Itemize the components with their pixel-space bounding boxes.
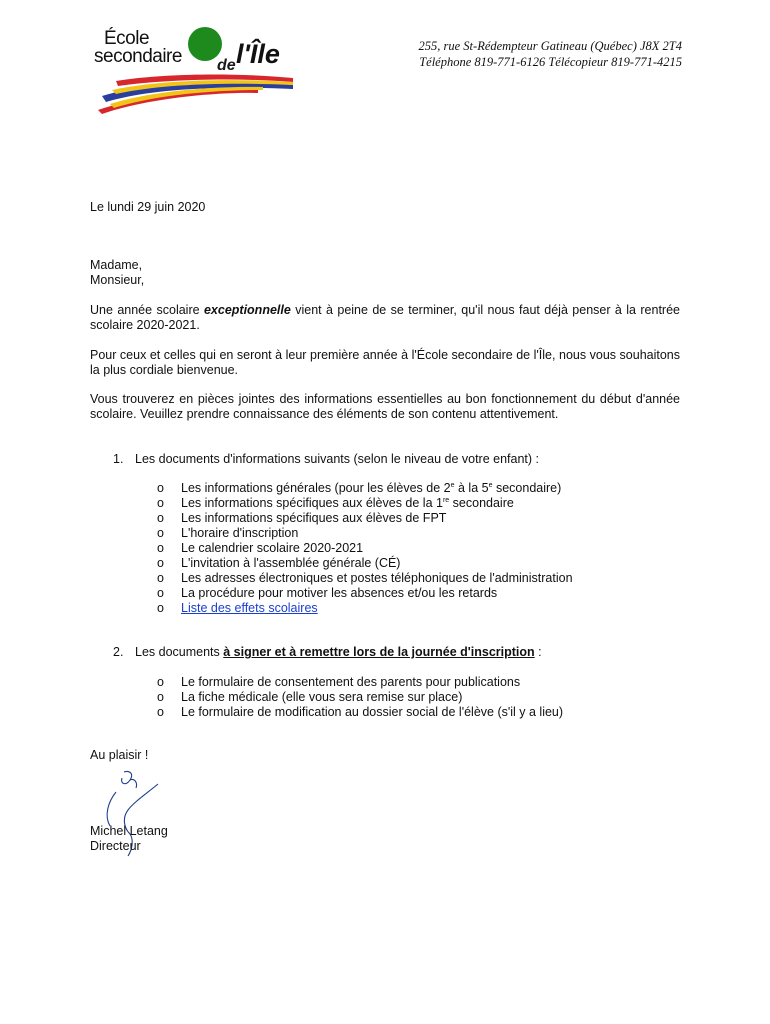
section1-heading: Les documents d'informations suivants (selon le niveau de votre enfant) : xyxy=(135,452,539,466)
list-item: o La fiche médicale (elle vous sera remise sur place) xyxy=(157,690,463,704)
section2-emphasis: à signer et à remettre lors de la journée d'inscription xyxy=(223,645,535,659)
logo-green-circle xyxy=(188,27,222,61)
bullet: o xyxy=(157,496,164,510)
school-address xyxy=(419,38,682,70)
signer-name: Michel Letang xyxy=(90,824,168,838)
intro-text-end: vient à peine de se terminer, qu'il nous faut déjà penser à la rentrée scolaire 2020-2021. xyxy=(90,303,681,332)
list-item: o Les adresses électroniques et postes téléphoniques de l'administration xyxy=(157,571,573,585)
section2-list xyxy=(157,675,563,720)
logo-word-de: de xyxy=(217,57,236,74)
paragraph-welcome: Pour ceux et celles qui en seront à leur première année à l'École secondaire de l'Île, nous vous souhaitons la plus cordiale bienvenue. xyxy=(90,348,680,377)
list-item xyxy=(157,601,573,616)
bullet: o xyxy=(157,511,164,525)
logo-word-secondaire: secondaire xyxy=(94,46,182,67)
signer-title: Directeur xyxy=(90,839,141,853)
address-line: 255, rue St-Rédempteur Gatineau (Québec) J8X 2T4 xyxy=(418,39,682,53)
salutation-madame: Madame, xyxy=(90,258,143,272)
phone-fax-line: Téléphone 819-771-6126 Télécopieur 819-771-4215 xyxy=(419,55,682,69)
school-logo xyxy=(88,24,303,116)
list-item: o Le calendrier scolaire 2020-2021 xyxy=(157,541,364,555)
bullet: o xyxy=(157,556,164,570)
list-item: o Le formulaire de consentement des parents pour publications xyxy=(157,675,521,689)
list-item: o Les informations spécifiques aux élèves de FPT xyxy=(157,511,447,525)
closing: Au plaisir ! xyxy=(90,748,149,762)
salutation-monsieur: Monsieur, xyxy=(90,273,145,287)
bullet: o xyxy=(157,541,164,555)
signature-block xyxy=(90,824,680,854)
intro-emphasis: exceptionnelle xyxy=(203,303,291,317)
logo-word-ile: l'Île xyxy=(236,39,280,69)
section1-number: 1. xyxy=(113,452,124,466)
intro-text-start: Une année scolaire xyxy=(90,303,204,317)
bullet: o xyxy=(157,705,164,719)
letter-date: Le lundi 29 juin 2020 xyxy=(90,200,206,214)
bullet: o xyxy=(157,571,164,585)
list-item: o La procédure pour motiver les absences et/ou les retards xyxy=(157,586,498,600)
bullet: o xyxy=(157,675,164,689)
list-item: o Le formulaire de modification au dossier social de l'élève (s'il y a lieu) xyxy=(157,705,564,719)
section2-number: 2. xyxy=(113,645,124,659)
paragraph-intro xyxy=(90,303,680,333)
section1-list xyxy=(157,481,573,616)
bullet: o xyxy=(157,526,164,540)
section2-heading: Les documents à signer et à remettre lors de la journée d'inscription : xyxy=(135,645,542,659)
bullet: o xyxy=(157,481,164,495)
logo-word-ecole: École xyxy=(104,28,150,49)
list-item: o L'invitation à l'assemblée générale (CÉ) xyxy=(157,556,401,570)
bullet: o xyxy=(157,601,164,615)
salutation xyxy=(90,258,680,288)
bullet: o xyxy=(157,690,164,704)
list-item: o L'horaire d'inscription xyxy=(157,526,299,540)
bullet: o xyxy=(157,586,164,600)
list-item: o Les informations générales (pour les élèves de 2e à la 5e secondaire) xyxy=(157,481,562,495)
list-item: o Les informations spécifiques aux élèves de la 1re secondaire xyxy=(157,496,514,510)
paragraph-attachments: Vous trouverez en pièces jointes des informations essentielles au bon fonctionnement du début d'année scolaire. Veuillez prendre connaissance des éléments de son contenu attentivement. xyxy=(90,392,680,421)
school-supplies-link[interactable]: Liste des effets scolaires xyxy=(181,601,318,615)
